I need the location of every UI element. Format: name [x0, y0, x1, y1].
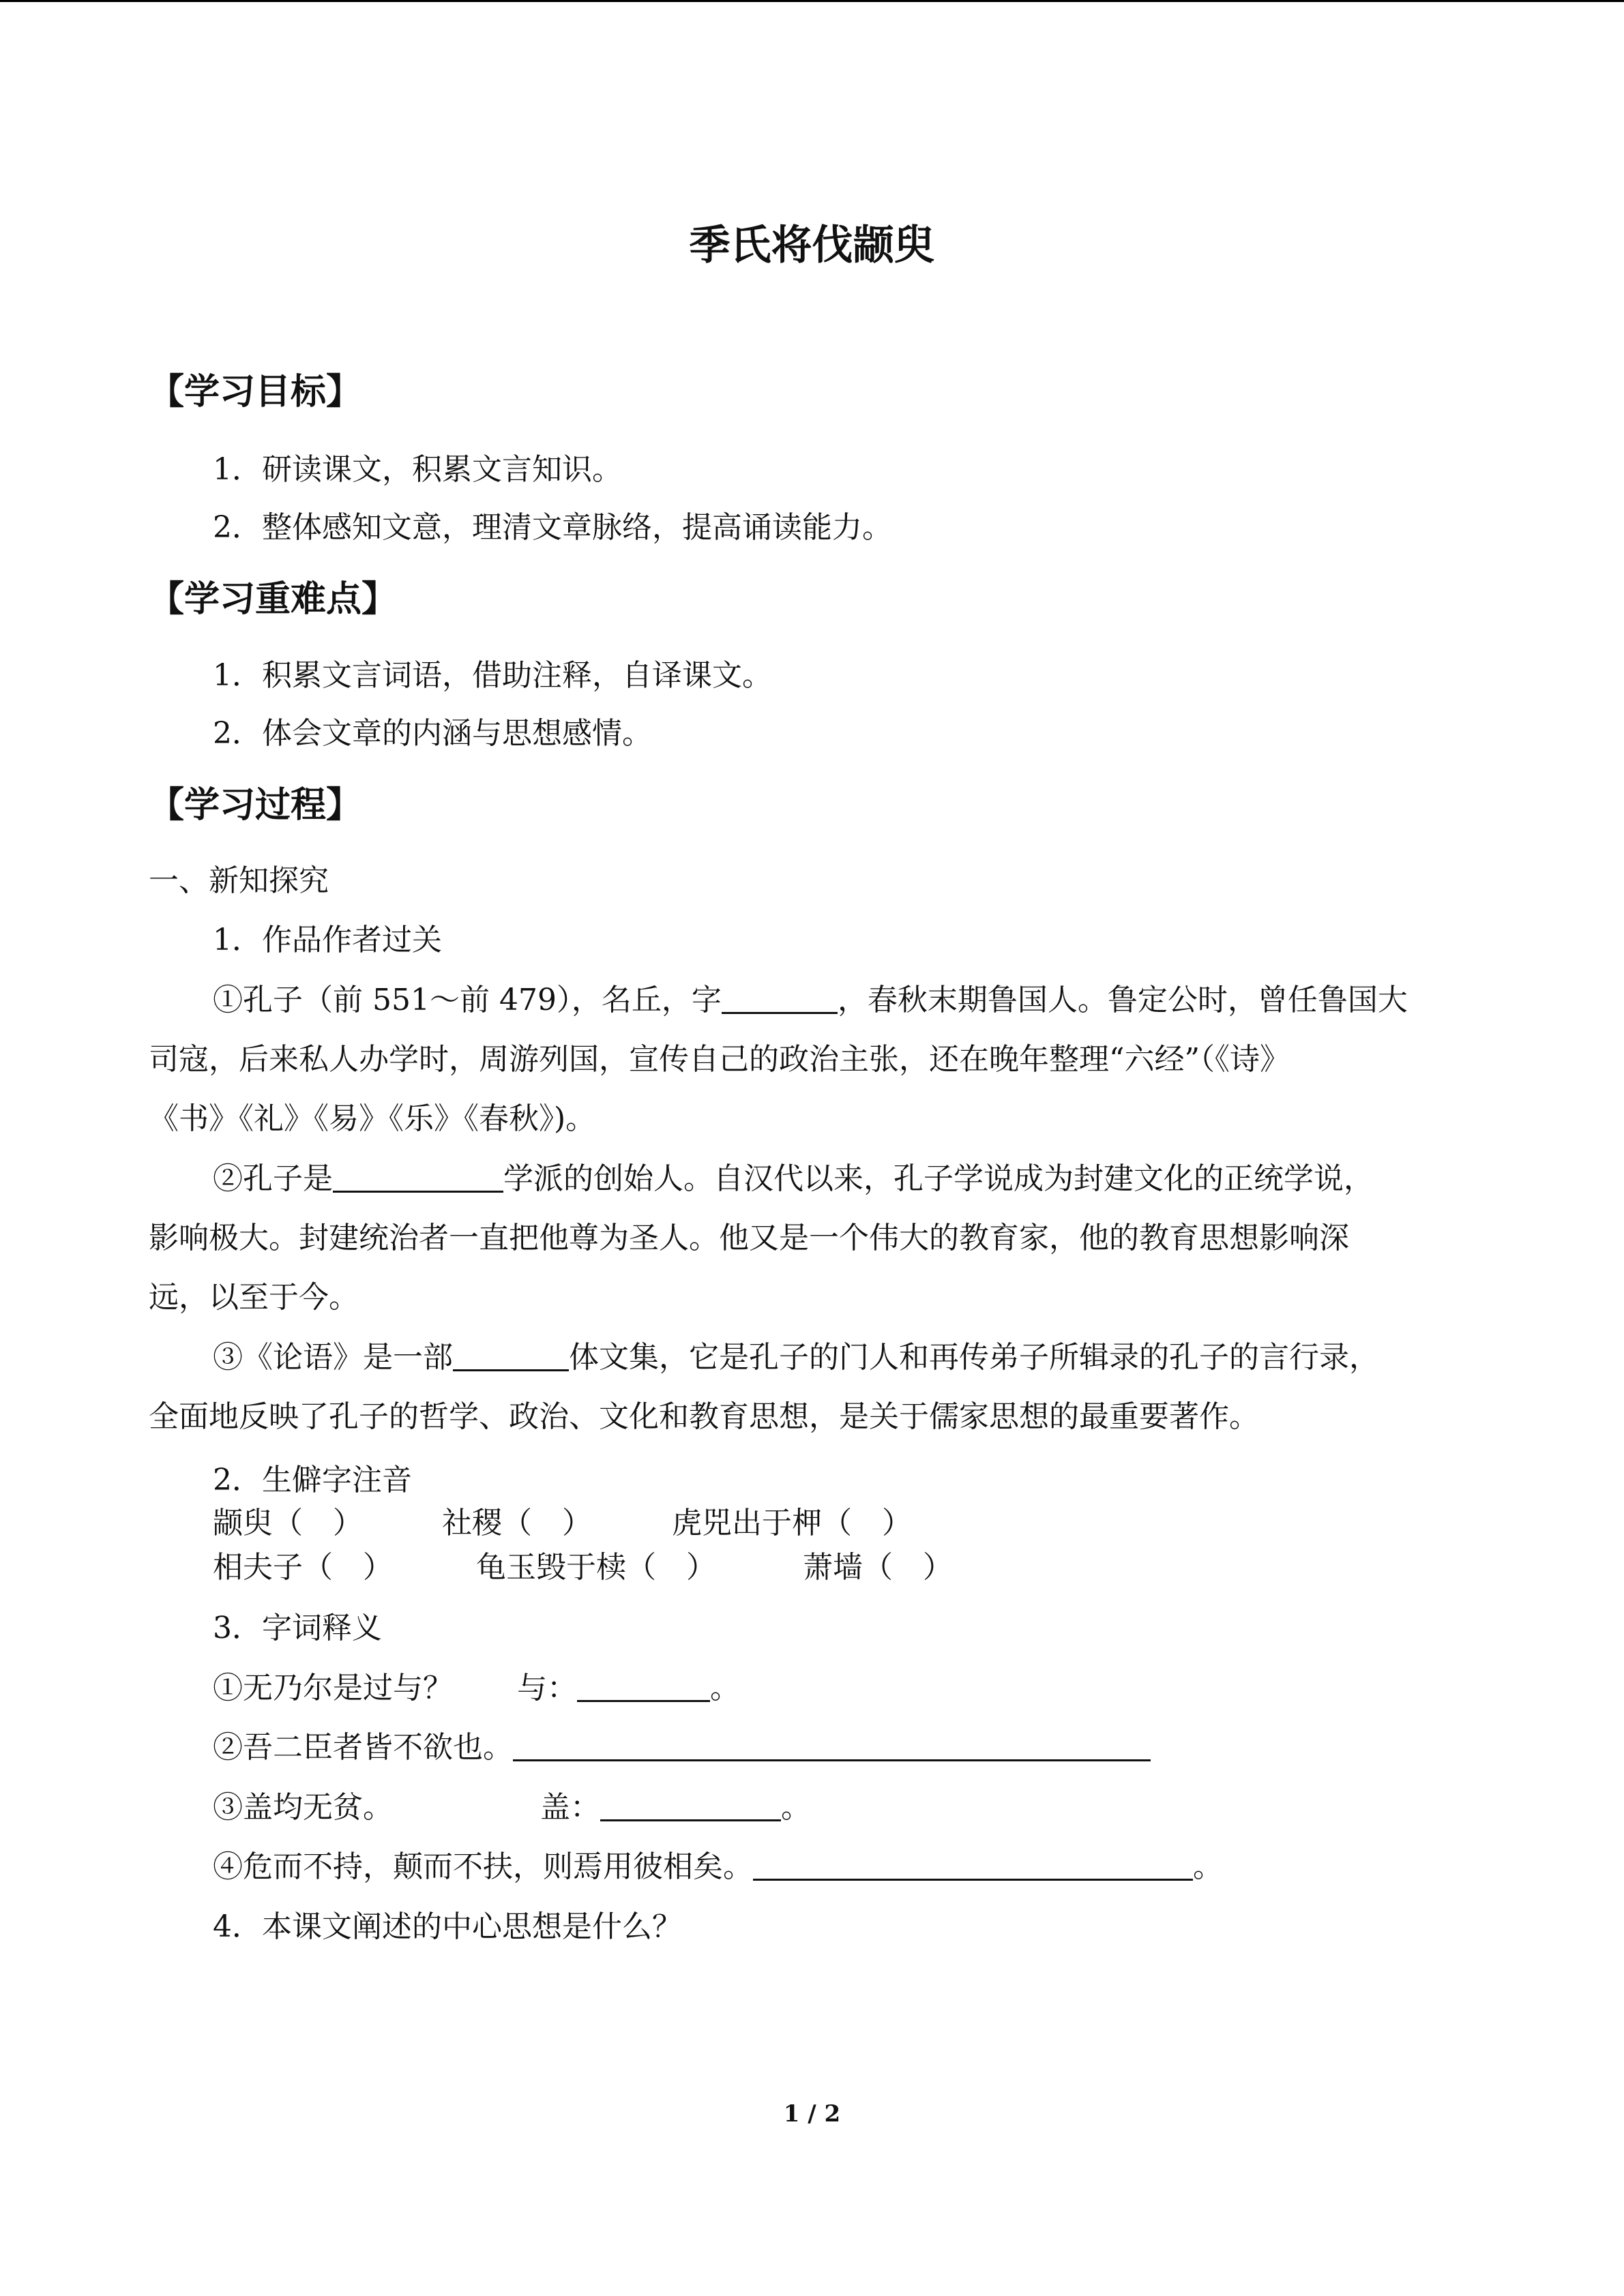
paragraph-3-text-b: 体文集，它是孔子的门人和再传弟子所辑录的孔子的言行录， — [569, 1340, 1379, 1375]
section-heading-process: 【学习过程】 — [149, 785, 362, 826]
word-item-3 — [213, 1790, 811, 1826]
blank-word-2[interactable] — [513, 1732, 1151, 1761]
top-border — [0, 0, 1624, 2]
paragraph-2-line-3: 远，以至于今。 — [149, 1280, 359, 1315]
pinyin-item: 颛臾（ ） — [213, 1506, 363, 1540]
question-3-title: 3．字词释义 — [213, 1611, 382, 1645]
paragraph-2-text-b: 学派的创始人。自汉代以来，孔子学说成为封建文化的正统学说， — [503, 1161, 1374, 1196]
difficult-item-2: 2．体会文章的内涵与思想感情。 — [213, 716, 652, 751]
paragraph-3-line-2: 全面地反映了孔子的哲学、政治、文化和教育思想，是关于儒家思想的最重要著作。 — [149, 1399, 1259, 1434]
difficult-item-1: 1．积累文言词语，借助注释，自译课文。 — [213, 658, 772, 693]
goal-item-2: 2．整体感知文意，理清文章脉络，提高诵读能力。 — [213, 510, 892, 545]
page-title: 季氏将伐颛臾 — [689, 222, 935, 269]
blank-genre[interactable] — [453, 1342, 569, 1371]
blank-word-1[interactable] — [577, 1673, 710, 1702]
word-item-4 — [213, 1849, 1223, 1885]
pinyin-item: 虎兕出于柙（ ） — [672, 1506, 912, 1540]
pinyin-item: 社稷（ ） — [442, 1506, 592, 1540]
question-1-title: 1．作品作者过关 — [213, 923, 442, 957]
part-heading: 一、新知探究 — [149, 863, 329, 898]
blank-word-3[interactable] — [600, 1792, 781, 1821]
paragraph-3-text-a: ③《论语》是一部 — [213, 1340, 453, 1375]
pinyin-item: 相夫子（ ） — [213, 1550, 393, 1585]
word-item-3-key: 盖： — [540, 1790, 600, 1825]
paragraph-1-text-b: ，春秋末期鲁国人。鲁定公时，曾任鲁国大 — [837, 983, 1408, 1017]
word-item-4-period: 。 — [1193, 1849, 1223, 1884]
paragraph-2-line-2: 影响极大。封建统治者一直把他尊为圣人。他又是一个伟大的教育家，他的教育思想影响深 — [149, 1221, 1349, 1255]
paragraph-1-line-1 — [213, 983, 1408, 1019]
section-heading-goals: 【学习目标】 — [149, 372, 362, 413]
paragraph-2-line-1 — [213, 1161, 1374, 1197]
blank-courtesy-name[interactable] — [722, 985, 838, 1014]
word-item-3-period: 。 — [781, 1790, 811, 1825]
blank-school[interactable] — [333, 1163, 503, 1193]
paragraph-1-line-3: 《书》《礼》《易》《乐》《春秋》)。 — [149, 1101, 596, 1136]
question-4-title: 4．本课文阐述的中心思想是什么？ — [213, 1909, 682, 1944]
section-heading-difficult: 【学习重难点】 — [149, 579, 398, 620]
blank-word-4[interactable] — [753, 1851, 1193, 1881]
pinyin-item: 萧墙（ ） — [803, 1550, 953, 1585]
word-item-2-sentence: ②吾二臣者皆不欲也。 — [213, 1730, 513, 1765]
word-item-1 — [213, 1671, 740, 1707]
word-item-1-sentence: ①无乃尔是过与？ — [213, 1671, 453, 1705]
pinyin-item: 龟玉毁于椟（ ） — [476, 1550, 716, 1585]
paragraph-1-text-a: ①孔子（前 551～前 479），名丘，字 — [213, 983, 722, 1017]
word-item-1-key: 与： — [517, 1671, 577, 1705]
word-item-2 — [213, 1730, 1151, 1766]
paragraph-3-line-1 — [213, 1340, 1379, 1376]
page-number: 1 / 2 — [783, 2100, 841, 2128]
question-2-title: 2．生僻字注音 — [213, 1463, 412, 1497]
paragraph-2-text-a: ②孔子是 — [213, 1161, 333, 1196]
word-item-1-period: 。 — [710, 1671, 740, 1705]
goal-item-1: 1．研读课文，积累文言知识。 — [213, 452, 622, 487]
paragraph-1-line-2: 司寇，后来私人办学时，周游列国，宣传自己的政治主张，还在晚年整理“六经”（《诗》 — [149, 1042, 1290, 1077]
word-item-4-sentence: ④危而不持，颠而不扶，则焉用彼相矣。 — [213, 1849, 753, 1884]
word-item-3-sentence: ③盖均无贫。 — [213, 1790, 393, 1825]
